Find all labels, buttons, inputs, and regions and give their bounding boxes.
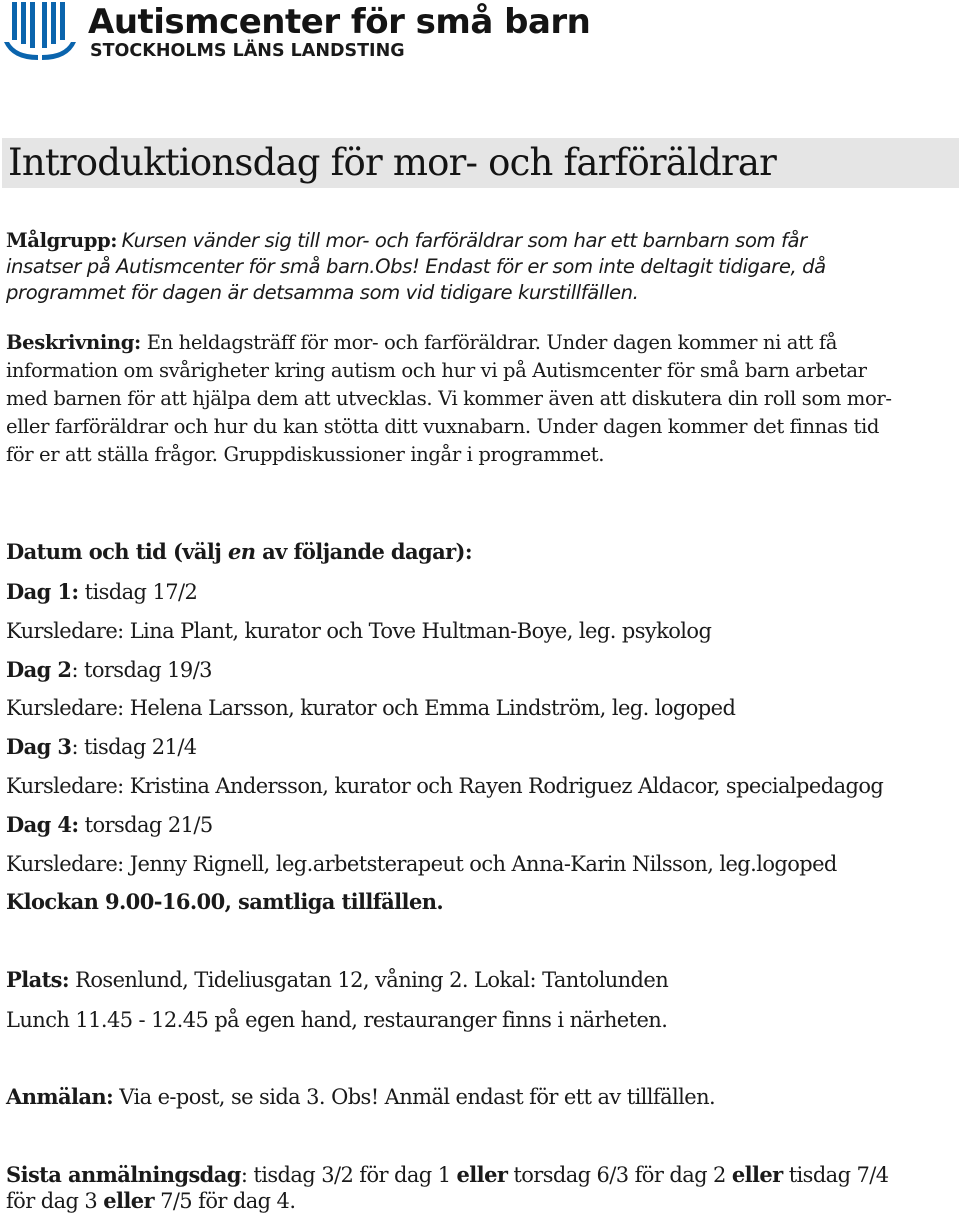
day-2-label: Dag 2 (6, 657, 72, 682)
day-1-date: tisdag 17/2 (78, 580, 198, 604)
datum-heading-post: av följande dagar): (255, 539, 473, 564)
sista-line-1 (6, 1161, 889, 1189)
day-2-leader: Kursledare: Helena Larsson, kurator och Emma Lindström, leg. logoped (6, 696, 736, 720)
malgrupp-label: Målgrupp: (6, 229, 118, 252)
beskrivning-line-2: information om svårigheter kring autism och hur vi på Autismcenter för små barn arbetar (6, 359, 867, 382)
day-3-leader: Kursledare: Kristina Andersson, kurator och Rayen Rodriguez Aldacor, specialpedagog (6, 774, 884, 798)
sista-text-3: tisdag 7/4 (782, 1163, 889, 1187)
page-title: Introduktionsdag för mor- och farföräldrar (8, 141, 777, 184)
malgrupp-line-1 (6, 228, 807, 255)
beskrivning-line-5: för er att ställa frågor. Gruppdiskussioner ingår i programmet. (6, 443, 605, 466)
datum-heading-em: en (228, 539, 256, 564)
sista-eller-1: eller (456, 1162, 508, 1187)
title-band (2, 138, 959, 188)
sista-line-2 (6, 1187, 295, 1214)
anmalan-text: Via e-post, se sida 3. Obs! Anmäl endast för ett av tillfällen. (113, 1085, 716, 1109)
day-3-label: Dag 3 (6, 734, 72, 759)
logo (2, 0, 591, 64)
logo-subtitle: STOCKHOLMS LÄNS LANDSTING (90, 41, 405, 61)
malgrupp-line-2: insatser på Autismcenter för små barn.Obs! Endast för er som inte deltagit tidigare, då (6, 255, 826, 278)
day-3-date: : tisdag 21/4 (71, 735, 197, 759)
anmalan-line (6, 1083, 715, 1111)
logo-mark-icon (4, 2, 76, 62)
logo-title: Autismcenter för små barn (88, 2, 591, 42)
day-1 (6, 578, 197, 606)
plats-text: Rosenlund, Tideliusgatan 12, våning 2. Lokal: Tantolunden (69, 968, 669, 992)
day-1-label: Dag 1: (6, 579, 79, 604)
beskrivning-line-4: eller farföräldrar och hur du kan stötta ditt vuxnabarn. Under dagen kommer det finnas tid (6, 415, 880, 438)
anmalan-label: Anmälan: (6, 1084, 114, 1109)
day-2 (6, 656, 212, 684)
day-3 (6, 733, 197, 761)
sista-eller-3: eller (103, 1188, 154, 1213)
plats-line (6, 966, 668, 994)
day-4 (6, 811, 213, 839)
beskrivning-label: Beskrivning: (6, 331, 141, 354)
sista-text-5: 7/5 för dag 4. (154, 1189, 296, 1213)
malgrupp-text-1: Kursen vänder sig till mor- och farföräldrar som har ett barnbarn som får (121, 229, 807, 252)
datum-heading (6, 538, 472, 566)
sista-text-1: : tisdag 3/2 för dag 1 (240, 1163, 457, 1187)
day-2-date: : torsdag 19/3 (71, 658, 212, 682)
sista-text-2: torsdag 6/3 för dag 2 (507, 1163, 732, 1187)
day-1-leader: Kursledare: Lina Plant, kurator och Tove Hultman-Boye, leg. psykolog (6, 619, 712, 643)
datum-heading-pre: Datum och tid (välj (6, 539, 228, 564)
day-4-date: torsdag 21/5 (78, 813, 213, 837)
day-4-label: Dag 4: (6, 812, 79, 837)
beskrivning-line-1 (6, 330, 837, 356)
lunch-line: Lunch 11.45 - 12.45 på egen hand, restauranger finns i närheten. (6, 1008, 668, 1032)
plats-label: Plats: (6, 967, 70, 992)
day-4-leader: Kursledare: Jenny Rignell, leg.arbetsterapeut och Anna-Karin Nilsson, leg.logoped (6, 852, 837, 876)
klockan: Klockan 9.00-16.00, samtliga tillfällen. (6, 889, 444, 914)
beskrivning-text-1: En heldagsträff för mor- och farföräldrar. Under dagen kommer ni att få (146, 331, 837, 354)
sista-eller-2: eller (731, 1162, 783, 1187)
sista-label: Sista anmälningsdag (6, 1162, 241, 1187)
malgrupp-line-3: programmet för dagen är detsamma som vid tidigare kurstillfällen. (6, 281, 639, 304)
beskrivning-line-3: med barnen för att hjälpa dem att utvecklas. Vi kommer även att diskutera din roll som mor- (6, 387, 892, 410)
sista-text-4: för dag 3 (6, 1189, 104, 1213)
